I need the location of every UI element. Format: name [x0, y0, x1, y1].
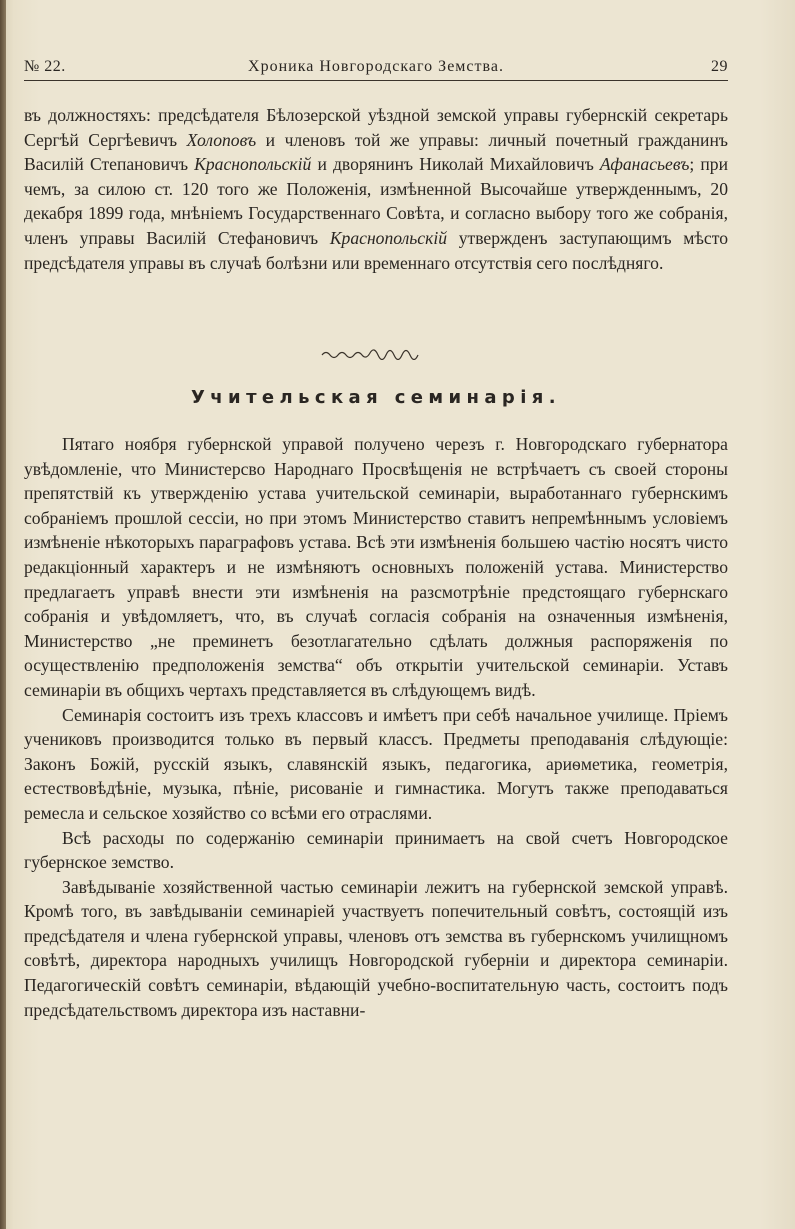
body-text	[24, 432, 728, 1022]
text-run: въ должностяхъ: предсѣдателя Бѣлозерской уѣздной земской управы губернскій секретарь Сергѣй Сергѣевичъ	[24, 105, 728, 150]
top-paragraph-text	[24, 103, 728, 275]
text-run: и дворянинъ Николай Михайловичъ	[311, 154, 600, 175]
text-run: утвержденъ заступающимъ мѣсто предсѣдателя управы въ случаѣ болѣзни или временнаго отсутствія сего послѣдняго.	[24, 227, 728, 273]
italic-name: Холоповъ	[186, 129, 257, 150]
journal-title: Хроника Новгородскаго Земства.	[248, 58, 504, 75]
page-number: 29	[711, 58, 728, 75]
italic-name: Краснопольскій	[329, 227, 448, 248]
italic-name: Афанасьевъ	[599, 154, 690, 175]
top-paragraph	[24, 103, 728, 275]
paragraph: Завѣдываніе хозяйственной частью семинаріи лежитъ на губернской земской управѣ. Кромѣ того, въ завѣдываніи семинаріей участвуетъ попечительный совѣтъ, состоящій изъ предсѣдателя и члена губернской управы, членовъ отъ земства въ губернскомъ училищномъ совѣтѣ, директора народныхъ училищъ Новгородской губерніи и директора семинаріи. Педагогическій совѣтъ семинаріи, вѣдающій учебно-воспитательную часть, состоитъ подъ предсѣдательствомъ директора изъ наставни-	[24, 876, 728, 1020]
book-spine-edge	[0, 0, 6, 1229]
paragraph: Всѣ расходы по содержанію семинаріи принимаетъ на свой счетъ Новгородское губернское земство.	[24, 827, 728, 873]
paragraph: Пятаго ноября губернской управой получено черезъ г. Новгородскаго губернатора увѣдомленіе, что Министерсво Народнаго Просвѣщенія не встрѣчаетъ съ своей стороны препятствій къ утвержденію устава учительской семинаріи, выработаннаго губернскимъ собраніемъ прошлой сессіи, но при этомъ Министерство ставитъ непремѣннымъ условіемъ измѣненіе нѣкоторыхъ параграфовъ устава. Всѣ эти измѣненія большею частію носятъ чисто редакціонный характеръ и не измѣняютъ основныхъ положеній устава. Министерство предлагаетъ управѣ внести эти измѣненія на разсмотрѣніе предстоящаго губернскаго собранія и увѣдомляетъ, что, въ случаѣ согласія собранія на означенныя измѣненія, Министерство „не преминетъ безотлагательно сдѣлать должныя распоряженія по осуществленію предположенія земства“ объ открытіи учительской семинаріи. Уставъ семинаріи въ общихъ чертахъ представляется въ слѣдующемъ видѣ.	[24, 434, 728, 700]
paragraph: Семинарія состоитъ изъ трехъ классовъ и имѣетъ при себѣ начальное училище. Пріемъ учениковъ производится только въ первый классъ. Предметы преподаванія слѣдующіе: Законъ Божій, русскій языкъ, славянскій языкъ, педагогика, ариѳметика, геометрія, естествовѣдѣніе, музыка, пѣніе, рисованіе и гимнастика. Могутъ также преподаваться ремесла и сельское хозяйство со всѣми его отраслями.	[24, 704, 728, 823]
ornament-divider	[320, 348, 420, 360]
text-run: и членовъ той же управы: личный почетный гражданинъ Василій Степановичъ	[24, 129, 728, 175]
italic-name: Краснопольскій	[194, 154, 312, 175]
section-title: Учительская семинарія.	[191, 387, 561, 408]
header-rule	[24, 80, 728, 81]
text-run: ; при чемъ, за силою ст. 120 того же Положенія, измѣненной Высочайше утвержденнымъ, 20 декабря 1899 года, мнѣніемъ Государственнаго Совѣта, и согласно выбору того же собранія, членъ управы Василій Стефановичъ	[24, 154, 728, 248]
issue-number: № 22.	[24, 58, 66, 75]
